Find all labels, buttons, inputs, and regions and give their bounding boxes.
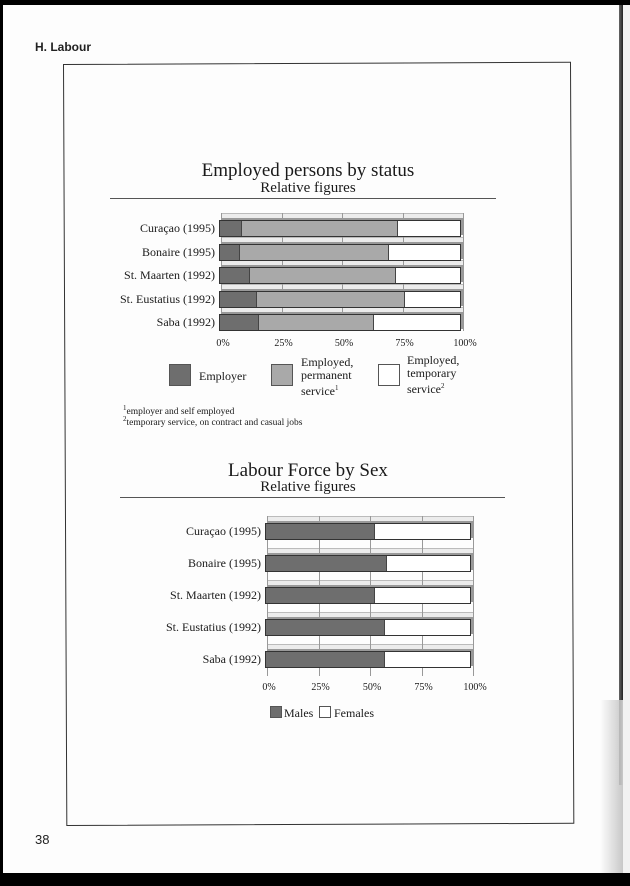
bar-segment-females xyxy=(375,524,470,539)
stacked-bar xyxy=(219,244,461,261)
scan-shadow xyxy=(600,700,623,873)
legend-permanent-line2: permanent xyxy=(301,368,352,382)
stacked-bar xyxy=(265,555,471,572)
legend-label-temporary xyxy=(407,354,459,396)
page-number: 38 xyxy=(35,832,50,847)
axis-tick-label: 50% xyxy=(334,338,354,349)
bar-segment-employed-temporary-service xyxy=(374,315,460,330)
bar-segment-employed-permanent-service xyxy=(242,221,398,236)
legend-permanent-line1: Employed, xyxy=(301,355,354,369)
legend-permanent-line3: service xyxy=(301,384,335,398)
bar-segment-employed-permanent-service xyxy=(240,245,389,260)
chart1-title-rule xyxy=(110,198,496,199)
stacked-bar xyxy=(219,291,461,308)
row-label: Bonaire (1995) xyxy=(142,244,215,259)
row-label: Saba (1992) xyxy=(156,315,215,329)
stacked-bar xyxy=(219,220,461,237)
page-edge-strip xyxy=(623,5,630,873)
row-label: Curaçao (1995) xyxy=(186,524,261,538)
legend-label-employer: Employer xyxy=(199,369,247,383)
axis-tick-label: 100% xyxy=(453,338,477,349)
chart1-title: Employed persons by status xyxy=(201,160,415,181)
bar-segment-males xyxy=(266,652,385,667)
legend-label-males: Males xyxy=(284,706,314,720)
stacked-bar xyxy=(265,523,471,540)
bar-segment-employer xyxy=(220,245,240,260)
stacked-bar xyxy=(219,314,461,331)
footnote-2 xyxy=(123,415,302,428)
stacked-bar xyxy=(219,267,461,284)
binding-edge xyxy=(619,5,623,785)
axis-tick-label: 75% xyxy=(414,682,433,693)
axis-tick-label: 50% xyxy=(362,682,382,693)
bar-segment-employed-temporary-service xyxy=(405,292,460,307)
bar-segment-employer xyxy=(220,292,257,307)
legend-label-females: Females xyxy=(334,706,374,720)
axis-tick-label: 0% xyxy=(216,338,230,349)
bar-segment-employed-permanent-service xyxy=(257,292,406,307)
section-header: H. Labour xyxy=(35,40,91,54)
bar-segment-males xyxy=(266,588,375,603)
bar-segment-males xyxy=(266,620,385,635)
bar-segment-employer xyxy=(220,268,250,283)
legend-swatch-employer xyxy=(169,364,191,386)
axis-tick-label: 0% xyxy=(262,682,276,693)
chart2-title-rule xyxy=(120,497,505,498)
footnote-1-text: employer and self employed xyxy=(126,407,235,418)
bar-segment-employer xyxy=(220,315,259,330)
bar-segment-employed-temporary-service xyxy=(389,245,460,260)
axis-tick-label: 25% xyxy=(274,338,293,349)
row-label: Curaçao (1995) xyxy=(140,221,215,235)
chart2-subtitle: Relative figures xyxy=(260,479,356,495)
axis-tick-label: 25% xyxy=(311,682,330,693)
row-label: Saba (1992) xyxy=(202,652,261,666)
row-label: St. Maarten (1992) xyxy=(170,588,261,602)
axis-tick-label: 100% xyxy=(463,682,487,693)
footnote-2-text: temporary service, on contract and casual jobs xyxy=(126,418,303,429)
gridline xyxy=(463,213,464,331)
bar-segment-employer xyxy=(220,221,242,236)
legend-temporary-line2: temporary xyxy=(407,366,457,380)
chart2-title: Labour Force by Sex xyxy=(228,460,388,481)
stacked-bar xyxy=(265,587,471,604)
footnote-1-mark: 1 xyxy=(123,404,127,412)
chart1-subtitle: Relative figures xyxy=(260,180,356,196)
bar-segment-employed-permanent-service xyxy=(250,268,396,283)
footnote-2-mark: 2 xyxy=(123,415,127,423)
stacked-bar xyxy=(265,651,471,668)
axis-tick-label: 75% xyxy=(395,338,414,349)
bar-segment-employed-temporary-service xyxy=(396,268,460,283)
bar-segment-males xyxy=(266,524,375,539)
row-label: St. Eustatius (1992) xyxy=(166,620,261,634)
legend-temporary-line1: Employed, xyxy=(407,353,460,367)
bar-segment-employed-permanent-service xyxy=(259,315,374,330)
bar-segment-males xyxy=(266,556,387,571)
gridline xyxy=(473,516,474,676)
legend-swatch-temporary xyxy=(378,364,400,386)
row-label: St. Maarten (1992) xyxy=(124,268,215,282)
legend-swatch-males xyxy=(270,706,282,718)
stacked-bar xyxy=(265,619,471,636)
legend-label-permanent xyxy=(301,356,353,398)
footnote-ref-1: 1 xyxy=(334,384,339,392)
bar-segment-employed-temporary-service xyxy=(398,221,460,236)
bar-segment-females xyxy=(375,588,470,603)
legend-temporary-line3: service xyxy=(407,382,441,396)
legend-swatch-females xyxy=(319,706,331,718)
bar-segment-females xyxy=(385,652,470,667)
bar-segment-females xyxy=(387,556,470,571)
row-label: St. Eustatius (1992) xyxy=(120,291,215,306)
row-label: Bonaire (1995) xyxy=(188,556,261,570)
bar-segment-females xyxy=(385,620,470,635)
footnote-ref-2: 2 xyxy=(440,382,445,390)
legend-swatch-permanent xyxy=(271,364,293,386)
